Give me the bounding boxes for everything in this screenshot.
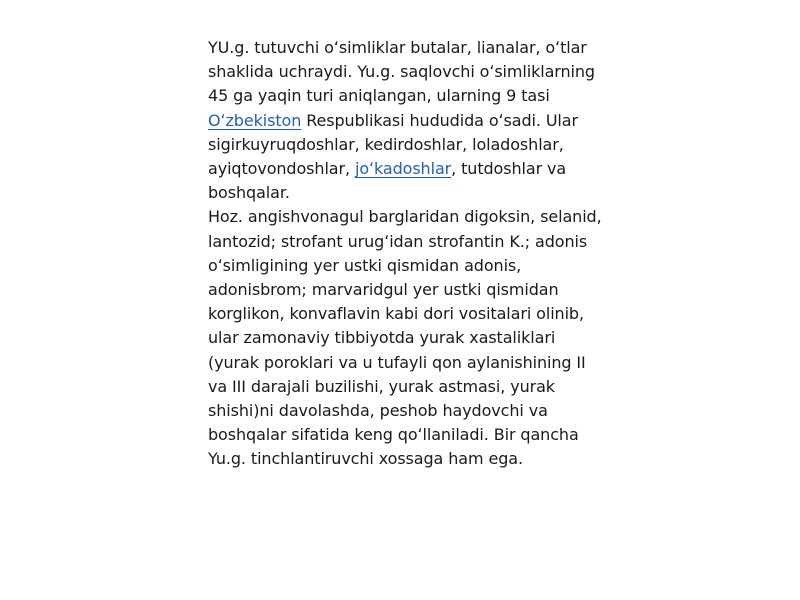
paragraph-plants [208, 36, 603, 205]
paragraph-text: , tutdoshlar va boshqalar. [208, 159, 567, 203]
link-uzbekistan[interactable]: Oʻzbekiston [208, 110, 302, 130]
paragraph-text: Respublikasi hududida oʻsadi. Ular sigirkuyruqdoshlar, kedirdoshlar, loladoshlar, ayiqtovondoshlar, [208, 110, 578, 179]
article-body [208, 36, 603, 472]
paragraph-text: YU.g. tutuvchi oʻsimliklar butalar, lianalar, oʻtlar shaklida uchraydi. Yu.g. saqlovchi oʻsimliklarning 45 ga yaqin turi aniqlangan, ularning 9 tasi [208, 38, 595, 106]
link-jokadoshlar[interactable]: joʻkadoshlar [354, 159, 452, 179]
paragraph-medicines: Hoz. angishvonagul barglaridan digoksin, selanid, lantozid; strofant urugʻidan strofantin K.; adonis oʻsimligining yer ustki qismidan adonis, adonisbrom; marvaridgul yer ustki qismidan korglikon, konvaflavin kabi dori vositalari olinib, ular zamonaviy tibbiyotda yurak xastaliklari (yurak poroklari va u tufayli qon aylanishining II va III darajali buzilishi, yurak astmasi, yurak shishi)ni davolashda, peshob haydovchi va boshqalar sifatida keng qoʻllaniladi. Bir qancha Yu.g. tinchlantiruvchi xossaga ham ega. [208, 207, 602, 469]
